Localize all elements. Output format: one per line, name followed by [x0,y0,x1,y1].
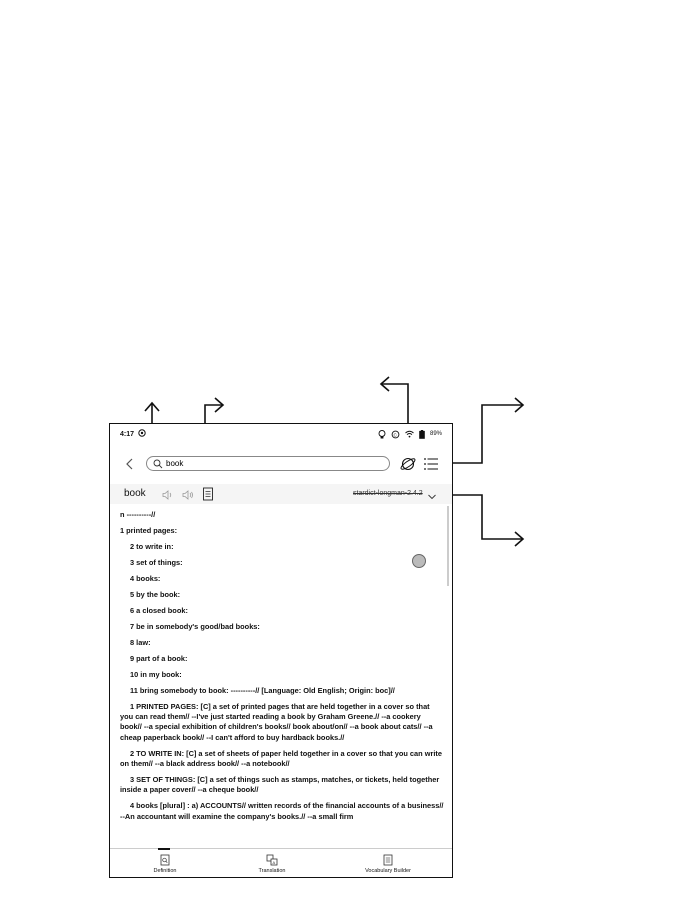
tab-definition[interactable] [110,849,220,878]
planet-button[interactable] [399,455,417,473]
refresh-icon [391,430,400,439]
svg-text:C: C [393,431,397,437]
search-icon [153,459,163,469]
tab-label: Vocabulary Builder [365,868,411,874]
speaker-icon [162,489,174,501]
list-menu-icon [422,455,440,473]
chevron-left-icon [122,456,138,472]
definition-paragraph: 4 books [plural] : a) ACCOUNTS// written records of the financial accounts of a business// --An accountant will examine the company's books.// --a small firm [120,801,444,821]
tab-label: Definition [153,868,177,874]
headword-row [110,484,452,504]
definition-content [120,510,444,840]
menu-button[interactable] [422,455,440,473]
sync-icon [138,429,146,439]
definition-paragraph: 3 SET OF THINGS: [C] a set of things such as stamps, matches, or tickets, held together inside a paper cover// --a cheque book// [120,774,440,795]
sense-item: 6 a closed book: [130,605,188,615]
search-input[interactable] [166,458,366,469]
dictionary-selector[interactable]: stardict-longman-2.4.2 [353,490,423,497]
chevron-down-icon[interactable] [427,489,437,499]
floating-button[interactable] [412,554,426,568]
sense-item: 11 bring somebody to book: ----------// [Language: Old English; Origin: boc]// [130,685,395,695]
battery-percent: 89% [429,431,442,437]
bottom-tab-bar [110,848,452,878]
pronounce-uk-button[interactable] [162,488,174,500]
sense-item: 9 part of a book: [130,653,188,663]
vocabulary-icon [382,854,394,866]
callout-arrow-pronunciation-head [145,403,159,411]
tab-vocabulary-builder[interactable] [333,849,443,878]
sense-item: 7 be in somebody's good/bad books: [130,621,260,631]
status-bar [110,424,452,444]
sense-item: 3 set of things: [130,557,183,567]
speaker-icon [182,489,194,501]
headword: book [124,488,146,499]
add-to-vocabulary-button[interactable] [202,487,214,501]
battery-icon [419,430,425,439]
back-button[interactable] [122,456,138,472]
tab-label: Translation [258,868,286,874]
wifi-icon [405,430,414,438]
pronounce-us-button[interactable] [182,488,194,500]
search-box[interactable] [146,456,390,471]
definition-line: 1 printed pages: [120,525,178,535]
sense-item: 8 law: [130,637,151,647]
definition-icon [159,854,171,866]
sense-item: 10 in my book: [130,669,182,679]
device-screen [109,423,453,878]
definition-paragraph: 2 TO WRITE IN: [C] a set of sheets of paper held together in a cover so that you can write on them// --a black address book// --a notebook// [120,748,442,768]
callout-arrow-notebook-head [215,398,223,412]
sense-item: 4 books: [130,573,161,583]
notebook-icon [202,487,214,501]
status-time: 4:17 [120,430,135,438]
planet-icon [399,455,417,473]
sense-item: 2 to write in: [130,541,174,551]
scrollbar[interactable] [447,506,449,586]
callout-arrow-menu-head [515,398,523,412]
callout-arrow-dictionary-head [515,532,523,546]
translation-icon [266,854,278,866]
sense-item: 5 by the book: [130,589,181,599]
lightbulb-icon [378,430,386,439]
tab-translation[interactable] [217,849,327,878]
definition-line: n ----------// [120,510,156,519]
search-row [110,452,452,476]
definition-paragraph: 1 PRINTED PAGES: [C] a set of printed pages that are held together in a cover so that you can read them// --I've just started reading a book by Graham Greene.// --a cookery book// --a special exhibition of children's books// book about/on// --a book about cats// --a cheap paperback book// --I can't afford to buy hardback books.// [120,701,433,742]
callout-arrow-planet-head [381,377,389,391]
svg-text:A: A [272,860,276,865]
